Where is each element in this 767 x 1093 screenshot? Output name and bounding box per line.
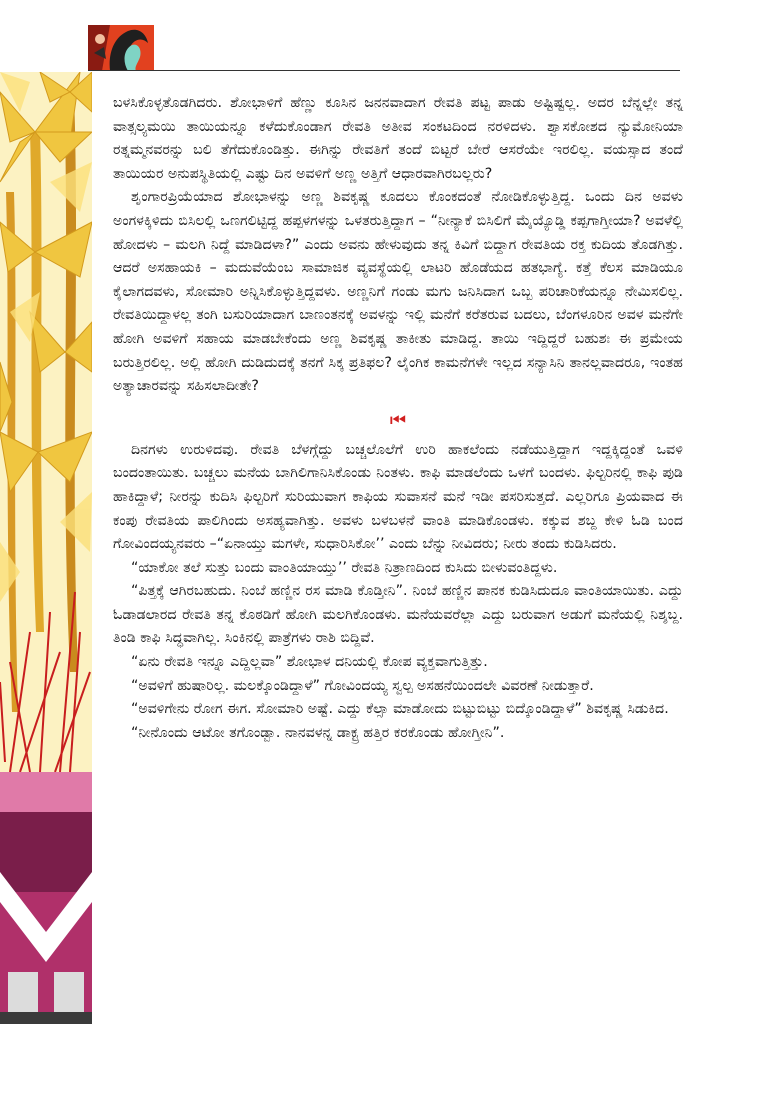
paragraph: ಶೃಂಗಾರಪ್ರಿಯೆಯಾದ ಶೋಭಾಳನ್ನು ಅಣ್ಣ ಶಿವಕೃಷ್ಣ ಕೂದಲು ಕೊಂಕದಂತೆ ನೋಡಿಕೊಳ್ಳುತ್ತಿದ್ದ. ಒಂದು ದಿನ ಅವಳು ಅಂಗಳಕ್ಕಿಳಿದು ಬಿಸಿಲಲ್ಲಿ ಒಣಗಲಿಟ್ಟಿದ್ದ ಹಪ್ಪಳಗಳನ್ನು ಒಳತರುತ್ತಿದ್ದಾಗ – “ನೀನ್ಯಾಕೆ ಬಿಸಿಲಿಗೆ ಮೈಯ್ಯೊಡ್ಡಿ ಕಪ್ಪಗಾಗ್ತೀಯಾ? ಅವಳೆಲ್ಲಿ ಹೋದಳು – ಮಲಗಿ ನಿದ್ದೆ ಮಾಡಿದಳಾ?” ಎಂದು ಅವನು ಹೇಳುವುದು ತನ್ನ ಕಿವಿಗೆ ಬಿದ್ದಾಗ ರೇವತಿಯ ರಕ್ತ ಕುದಿಯ ತೊಡಗಿತ್ತು. ಆದರೆ ಅಸಹಾಯಕಿ – ಮದುವೆಯೆಂಬ ಸಾಮಾಜಿಕ ವ್ಯವಸ್ಥೆಯಲ್ಲಿ ಲಾಟರಿ ಹೊಡೆಯದ ಹತಭಾಗ್ಯೆ. ಕತ್ತೆ ಕೆಲಸ ಮಾಡಿಯೂ ಕೈಲಾಗದವಳು, ಸೋಮಾರಿ ಅನ್ನಿಸಿಕೊಳ್ಳುತ್ತಿದ್ದವಳು. ಅಣ್ಣನಿಗೆ ಗಂಡು ಮಗು ಜನಿಸಿದಾಗ ಒಬ್ಬ ಪರಿಚಾರಿಕೆಯನ್ನೂ ನೇಮಿಸಲಿಲ್ಲ. ರೇವತಿಯಿದ್ದಾಳಲ್ಲ ತಂಗಿ ಬಸುರಿಯಾದಾಗ ಬಾಣಂತನಕ್ಕೆ ಅವಳನ್ನು ಇಲ್ಲಿ ಮನೆಗೆ ಕರೆತರುವ ಬದಲು, ಬೆಂಗಳೂರಿನ ಅವಳ ಮನೆಗೇ ಹೋಗಿ ಅವಳಿಗೆ ಸಹಾಯ ಮಾಡಬೇಕೆಂದು ಅಣ್ಣ ಶಿವಕೃಷ್ಣ ತಾಕೀತು ಮಾಡಿದ್ದ. ತಾಯಿ ಇದ್ದಿದ್ದರೆ ಬಹುಶಃ ಈ ಪ್ರಮೇಯ ಬರುತ್ತಿರಲಿಲ್ಲ. ಅಲ್ಲಿ ಹೋಗಿ ದುಡಿದುದಕ್ಕೆ ತನಗೆ ಸಿಕ್ಕ ಪ್ರತಿಫಲ? ಲೈಂಗಿಕ ಕಾಮನೆಗಳೇ ಇಲ್ಲದ ಸನ್ಯಾಸಿನಿ ತಾನಲ್ಲವಾದರೂ, ಇಂತಹ ಅತ್ಯಾಚಾರವನ್ನು ಸಹಿಸಲಾದೀತೇ? bbox=[113, 189, 683, 395]
paragraph: “ಅವಳಿಗೆ ಹುಷಾರಿಲ್ಲ. ಮಲಕ್ಕೊಂಡಿದ್ದಾಳೆ” ಗೋವಿಂದಯ್ಯ ಸ್ವಲ್ಪ ಅಸಹನೆಯಿಂದಲೇ ವಿವರಣೆ ನೀಡುತ್ತಾರೆ. bbox=[131, 677, 594, 694]
header-rule bbox=[88, 70, 680, 71]
paragraph: “ಏನು ರೇವತಿ ಇನ್ನೂ ಎದ್ದಿಲ್ಲವಾ” ಶೋಭಾಳ ದನಿಯಲ್ಲಿ ಕೋಪ ವ್ಯಕ್ತವಾಗುತ್ತಿತ್ತು. bbox=[131, 654, 488, 671]
paragraph: ದಿನಗಳು ಉರುಳಿದವು. ರೇವತಿ ಬೆಳಗ್ಗೆದ್ದು ಬಚ್ಚಲೊಲೆಗೆ ಉರಿ ಹಾಕಲೆಂದು ನಡೆಯುತ್ತಿದ್ದಾಗ ಇದ್ದಕ್ಕಿದ್ದಂತೆ ಒವಳಿ ಬಂದಂತಾಯಿತು. ಬಚ್ಚಲು ಮನೆಯ ಬಾಗಿಲಿಗಾನಿಸಿಕೊಂಡು ನಿಂತಳು. ಕಾಫಿ ಮಾಡಲೆಂದು ಒಳಗೆ ಬಂದಳು. ಫಿಲ್ಟರಿನಲ್ಲಿ ಕಾಫಿ ಪುಡಿ ಹಾಕಿದ್ದಾಳೆ; ನೀರನ್ನು ಕುದಿಸಿ ಫಿಲ್ಟರಿಗೆ ಸುರಿಯುವಾಗ ಕಾಫಿಯ ಸುವಾಸನೆ ಮನೆ ಇಡೀ ಪಸರಿಸುತ್ತದೆ. ಎಲ್ಲರಿಗೂ ಪ್ರಿಯವಾದ ಈ ಕಂಪು ರೇವತಿಯ ಪಾಲಿಗಿಂದು ಅಸಹ್ಯವಾಗಿತ್ತು. ಅವಳು ಬಳಬಳನೆ ವಾಂತಿ ಮಾಡಿಕೊಂಡಳು. ಕಕ್ಕುವ ಶಬ್ದ ಕೇಳಿ ಓಡಿ ಬಂದ ಗೋವಿಂದಯ್ಯನವರು –“ಏನಾಯ್ತು ಮಗಳೇ, ಸುಧಾರಿಸಿಕೋ’’ ಎಂದು ಬೆನ್ನು ನೀವಿದರು; ನೀರು ತಂದು ಕುಡಿಸಿದರು. bbox=[113, 441, 683, 553]
woman-profile-logo-icon bbox=[88, 25, 154, 71]
paragraph: “ಅವಳಿಗೇನು ರೋಗ ಈಗ. ಸೋಮಾರಿ ಅಷ್ಟೆ. ಎದ್ದು ಕೆಲ್ಸಾ ಮಾಡೋದು ಬಿಟ್ಟುಬಿಟ್ಟು ಬಿದ್ಕೊಂಡಿದ್ದಾಳೆ” ಶಿವಕೃಷ್ಣ ಸಿಡುಕಿದ. bbox=[131, 701, 669, 718]
article-body bbox=[113, 92, 683, 745]
palm-trees-and-train-illustration-icon bbox=[0, 72, 92, 1024]
paragraph: “ಪಿತ್ತಕ್ಕೆ ಆಗಿರಬಹುದು. ನಿಂಬೆ ಹಣ್ಣಿನ ರಸ ಮಾಡಿ ಕೊಡ್ತೀನಿ”. ನಿಂಬೆ ಹಣ್ಣಿನ ಪಾನಕ ಕುಡಿಸಿದುದೂ ವಾಂತಿಯಾಯಿತು. ಎದ್ದು ಓಡಾಡಲಾರದ ರೇವತಿ ತನ್ನ ಕೊಠಡಿಗೆ ಹೋಗಿ ಮಲಗಿಕೊಂಡಳು. ಮನೆಯವರೆಲ್ಲಾ ಎದ್ದು ಬರುವಾಗ ಅಡುಗೆ ಮನೆಯಲ್ಲಿ ನಿಶ್ಶಬ್ದ. ತಿಂಡಿ ಕಾಫಿ ಸಿದ್ಧವಾಗಿಲ್ಲ. ಸಿಂಕಿನಲ್ಲಿ ಪಾತ್ರೆಗಳು ರಾಶಿ ಬಿದ್ದಿವೆ. bbox=[113, 583, 683, 647]
paragraph: “ಯಾಕೋ ತಲೆ ಸುತ್ತು ಬಂದು ವಾಂತಿಯಾಯ್ತು’’ ರೇವತಿ ನಿತ್ರಾಣದಿಂದ ಕುಸಿದು ಬೀಳುವಂತಿದ್ದಳು. bbox=[131, 559, 558, 576]
paragraph: ಬಳಸಿಕೊಳ್ಳತೊಡಗಿದರು. ಶೋಭಾಳಿಗೆ ಹೆಣ್ಣು ಕೂಸಿನ ಜನನವಾದಾಗ ರೇವತಿ ಪಟ್ಟ ಪಾಡು ಅಷ್ಟಿಷ್ಟಲ್ಲ. ಅದರ ಬೆನ್ನಲ್ಲೇ ತನ್ನ ವಾತ್ಸಲ್ಯಮಯಿ ತಾಯಿಯನ್ನೂ ಕಳೆದುಕೊಂಡಾಗ ರೇವತಿ ಅತೀವ ಸಂಕಟದಿಂದ ನರಳಿದಳು. ಶ್ವಾಸಕೋಶದ ನ್ಯುಮೋನಿಯಾ ರತ್ನಮ್ಮನವರನ್ನು ಬಲಿ ತೆಗೆದುಕೊಂಡಿತ್ತು. ಈಗಿನ್ನು ರೇವತಿಗೆ ತಂದೆ ಬಿಟ್ಟರೆ ಬೇರೆ ಆಸರೆಯೇ ಇರಲಿಲ್ಲ. ವಯಸ್ಸಾದ ತಂದೆ ತಾಯಿಯರ ಅನುಪಸ್ಥಿತಿಯಲ್ಲಿ ಎಷ್ಟು ದಿನ ಅವಳಿಗೆ ಅಣ್ಣ ಅತ್ತಿಗೆ ಆಧಾರವಾಗಿರಬಲ್ಲರು? bbox=[113, 95, 683, 182]
paragraph: “ನೀನೊಂದು ಆಟೋ ತಗೊಂಡ್ಬಾ. ನಾನವಳನ್ನ ಡಾಕ್ಟ್ರ ಹತ್ತಿರ ಕರಕೊಂಡು ಹೋಗ್ತೀನಿ”. bbox=[131, 724, 505, 741]
skip-back-separator-icon: ⏮ bbox=[389, 409, 407, 431]
